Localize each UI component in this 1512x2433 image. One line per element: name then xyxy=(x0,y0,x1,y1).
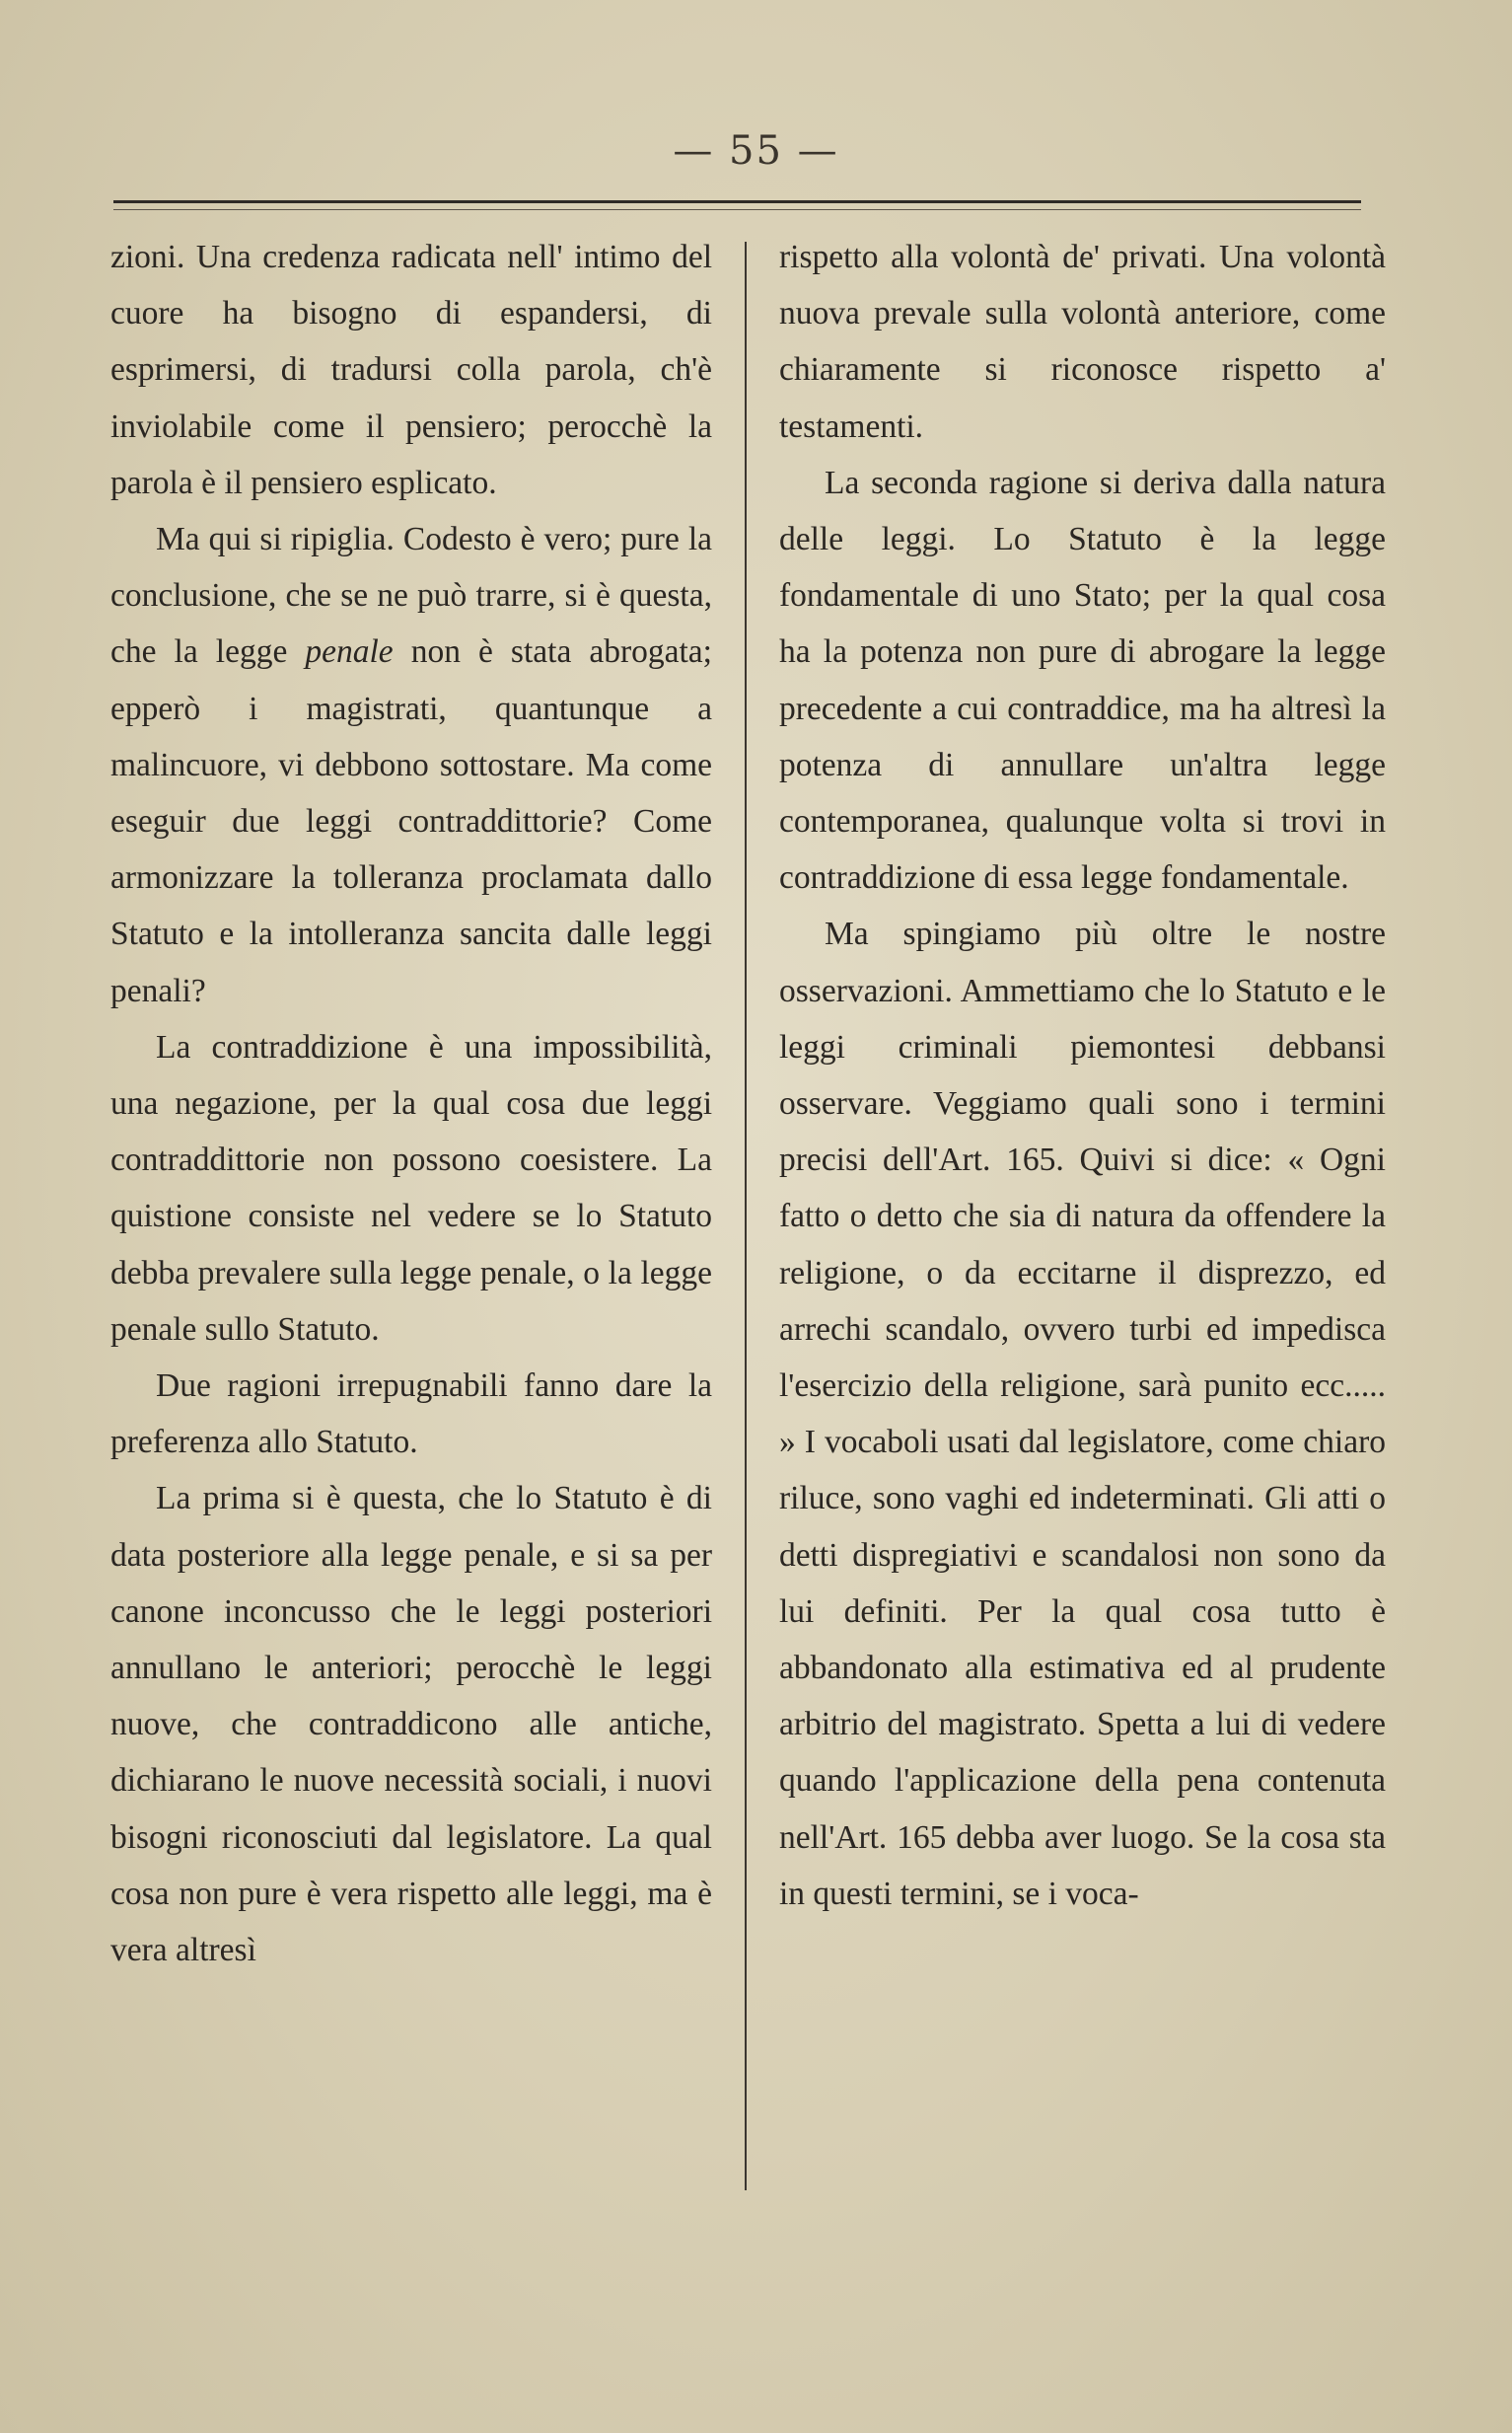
header-rule xyxy=(113,200,1361,210)
paragraph xyxy=(779,455,1386,907)
paragraph-text: La prima si è questa, che lo Statuto è di data posteriore alla legge penale, e si sa per canone inconcusso che le leggi posteriori annullano le anteriori; perocchè le leggi nuove, che contraddicono alle antiche, dichiarano le nuove necessità sociali, i nuovi bisogni riconosciuti dal legislatore. La qual cosa non pure è vera rispetto alle leggi, ma è vera altresì xyxy=(110,1480,712,1969)
paragraph-text: Due ragioni irrepugnabili fanno dare la preferenza allo Statuto. xyxy=(110,1367,712,1461)
paragraph-text: rispetto alla volontà de' privati. Una volontà nuova prevale sulla volontà anteriore, come chiaramente si riconosce rispetto a' testamenti. xyxy=(779,239,1386,445)
italic-word: penale xyxy=(305,633,394,671)
paragraph-text: non è stata abrogata; epperò i magistrati, quantunque a malincuore, vi debbono sottostare. Ma come eseguir due leggi contraddittorie? Come armonizzare la tolleranza proclamata dallo Statuto e la intolleranza sancita dalle leggi penali? xyxy=(110,633,712,1009)
paragraph xyxy=(110,229,712,511)
left-column xyxy=(110,229,712,1978)
paragraph-text: zioni. Una credenza radicata nell' intimo del cuore ha bisogno di espandersi, di esprimersi, di tradursi colla parola, ch'è inviolabile come il pensiero; perocchè la parola è il pensiero esplicato. xyxy=(110,239,712,501)
page-number: — 55 — xyxy=(673,128,839,174)
paragraph-text: Ma qui si ripiglia. Codesto è vero; pure la conclusione, che se ne può trarre, si è questa, che la legge xyxy=(110,521,712,671)
right-column xyxy=(779,229,1386,1922)
paragraph xyxy=(779,906,1386,1922)
paragraph-text: Ma spingiamo più oltre le nostre osservazioni. Ammettiamo che lo Statuto e le leggi criminali piemontesi debbansi osservare. Veggiamo quali sono i termini precisi dell'Art. 165. Quivi si dice: « Ogni fatto o detto che sia di natura da offendere la religione, o da eccitarne il disprezzo, ed arrechi scandalo, ovvero turbi ed impedisca l'esercizio della religione, sarà punito ecc..... » I vocaboli usati dal legislatore, come chiaro riluce, sono vaghi ed indeterminati. Gli atti o detti dispregiativi e scandalosi non sono da lui definiti. Per la qual cosa tutto è abbandonato alla estimativa ed al prudente arbitrio del magistrato. Spetta a lui di vedere quando l'applicazione della pena contenuta nell'Art. 165 debba aver luogo. Se la cosa sta in questi termini, se i voca- xyxy=(779,916,1386,1912)
paragraph xyxy=(110,1358,712,1470)
paragraph-text: La contraddizione è una impossibilità, una negazione, per la qual cosa due leggi contraddittorie non possono coesistere. La quistione consiste nel vedere se lo Statuto debba prevalere sulla legge penale, o la legge penale sullo Statuto. xyxy=(110,1028,712,1348)
paragraph xyxy=(110,1470,712,1978)
paragraph xyxy=(779,229,1386,455)
paragraph-text: La seconda ragione si deriva dalla natura delle leggi. Lo Statuto è la legge fondamentale di uno Stato; per la qual cosa ha la potenza non pure di abrogare la legge precedente a cui contraddice, ma ha altresì la potenza di annullare un'altra legge contemporanea, qualunque volta si trovi in contraddizione di essa legge fondamentale. xyxy=(779,464,1386,897)
paragraph xyxy=(110,1019,712,1358)
column-divider xyxy=(745,242,747,2190)
paragraph xyxy=(110,511,712,1019)
